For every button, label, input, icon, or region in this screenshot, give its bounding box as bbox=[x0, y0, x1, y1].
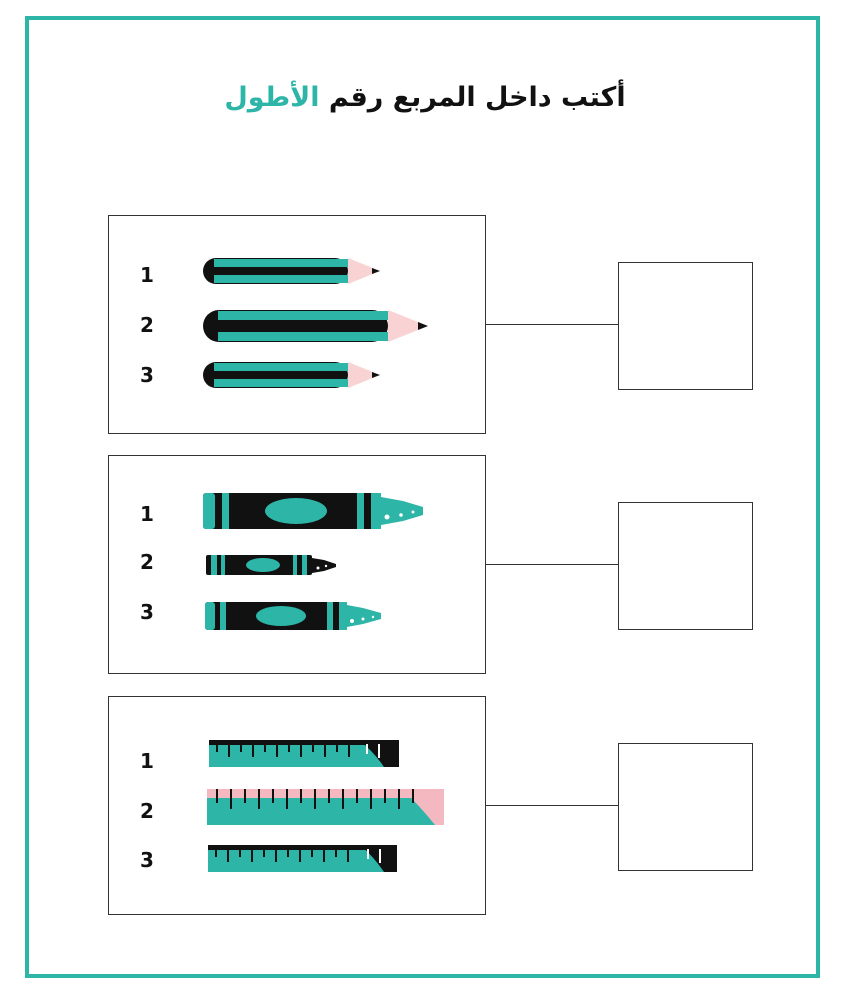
crayon-3 bbox=[205, 602, 385, 630]
page-title bbox=[0, 82, 850, 113]
crayon-1 bbox=[203, 493, 425, 529]
item-number: 2 bbox=[140, 313, 154, 337]
ruler-2 bbox=[207, 789, 444, 825]
item-number: 1 bbox=[140, 502, 154, 526]
ruler-1 bbox=[209, 740, 399, 767]
crayon-2 bbox=[206, 555, 338, 575]
title-highlight: الأطول bbox=[224, 82, 320, 113]
answer-box-rulers[interactable] bbox=[618, 743, 753, 871]
connector-line bbox=[486, 564, 618, 565]
item-number: 2 bbox=[140, 799, 154, 823]
connector-line bbox=[486, 805, 618, 806]
item-number: 3 bbox=[140, 848, 154, 872]
item-number: 2 bbox=[140, 550, 154, 574]
title-text: أكتب داخل المربع رقم bbox=[319, 82, 626, 113]
pencil-2 bbox=[198, 310, 433, 342]
answer-box-crayons[interactable] bbox=[618, 502, 753, 630]
pencil-3 bbox=[198, 362, 388, 388]
item-number: 1 bbox=[140, 749, 154, 773]
item-number: 1 bbox=[140, 263, 154, 287]
ruler-3 bbox=[208, 845, 397, 872]
answer-box-pencils[interactable] bbox=[618, 262, 753, 390]
item-number: 3 bbox=[140, 363, 154, 387]
connector-line bbox=[486, 324, 618, 325]
item-number: 3 bbox=[140, 600, 154, 624]
pencil-1 bbox=[198, 258, 388, 284]
